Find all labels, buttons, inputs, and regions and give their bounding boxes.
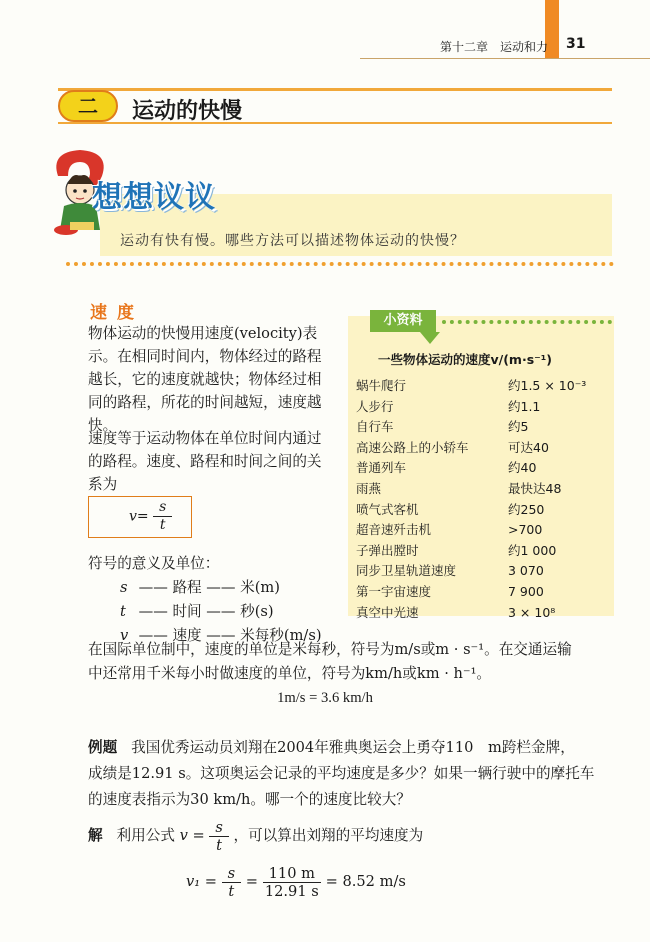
speed-value: 3 070 — [508, 563, 544, 579]
units-line-2: 中还常用千米每小时做速度的单位，符号为km/h或km · h⁻¹。 — [88, 665, 492, 682]
data-table-row — [356, 417, 606, 437]
solution-tail: ，可以算出刘翔的平均速度为 — [233, 827, 424, 844]
solution-denominator: t — [216, 836, 223, 854]
object-name: 同步卫星轨道速度 — [356, 563, 457, 579]
formula-numerator: s — [153, 499, 172, 517]
speed-value: 约250 — [508, 501, 545, 517]
calc-sym-num: s — [222, 865, 242, 883]
symbol: s — [120, 579, 128, 596]
example-label: 例题 — [88, 739, 118, 756]
example-line-3: 的速度表指示为30 km/h。哪一个的速度比较大？ — [88, 791, 411, 808]
section-title: 运动的快慢 — [132, 99, 243, 124]
solution-intro: 利用公式 — [116, 827, 175, 844]
data-table-row — [356, 500, 606, 520]
object-name: 高速公路上的小轿车 — [356, 439, 469, 455]
think-question: 运动有快有慢。哪些方法可以描述物体运动的快慢？ — [120, 233, 465, 249]
calc-result: = 8.52 m/s — [325, 873, 406, 890]
page-number: 31 — [566, 36, 586, 52]
think-title: 想想议议 — [92, 180, 216, 215]
object-name: 普通列车 — [356, 460, 407, 476]
speed-value: 约1.5 × 10⁻³ — [508, 378, 587, 393]
data-table-row — [356, 520, 606, 540]
data-table-row — [356, 376, 606, 396]
solution-calculation: v₁ = $\frac{s}{t}$ = $\frac{110 m}{12.91 s}$ = 8.52 m/s — [186, 864, 406, 900]
formula-denominator: t — [159, 517, 166, 533]
data-table-row — [356, 561, 606, 581]
speed-value: 3 × 10⁸ — [508, 604, 556, 620]
solution-line — [88, 816, 618, 856]
symbols-title: 符号的意义及单位： — [88, 555, 220, 572]
formula-fraction — [153, 499, 172, 534]
data-table-row — [356, 541, 606, 561]
chapter-title: 第十二章 运动和力 — [440, 40, 549, 54]
symbol-row — [120, 576, 280, 597]
example-text-1: 我国优秀运动员刘翔在2004年雅典奥运会上勇夺110 m跨栏金牌， — [131, 739, 575, 756]
data-table-row — [356, 603, 606, 623]
data-table-row — [356, 479, 606, 499]
formula-lhs: v= — [129, 508, 149, 525]
speed-value: 7 900 — [508, 584, 544, 599]
symbol-meaning: —— 时间 —— 秒(s) — [138, 603, 274, 620]
object-name: 喷气式客机 — [356, 501, 419, 517]
object-name: 蜗牛爬行 — [356, 378, 407, 393]
data-panel-pointer — [420, 332, 440, 344]
data-panel-dots — [442, 320, 612, 324]
data-table-row — [356, 582, 606, 602]
calc-numeric-fraction — [263, 865, 321, 900]
solution-label: 解 — [88, 827, 103, 844]
symbol: t — [120, 603, 126, 620]
speed-value: 可达40 — [508, 439, 549, 455]
calc-numerator: 110 m — [263, 865, 321, 883]
calc-denominator: 12.91 s — [264, 882, 319, 900]
data-table-row — [356, 438, 606, 458]
section-rule-top — [58, 88, 612, 91]
object-name: 第一宇宙速度 — [356, 584, 432, 599]
symbol-row — [120, 600, 274, 621]
speed-value: 约5 — [508, 419, 529, 435]
speed-value: >700 — [508, 522, 543, 538]
object-name: 真空中光速 — [356, 604, 419, 620]
object-name: 雨燕 — [356, 481, 382, 496]
data-table-title: 一些物体运动的速度v/(m·s⁻¹) — [378, 352, 552, 367]
speed-value: 约40 — [508, 460, 537, 476]
object-name: 人步行 — [356, 398, 394, 414]
data-table-row — [356, 397, 606, 417]
speed-formula-box — [88, 496, 192, 538]
example-line-1 — [88, 736, 618, 760]
symbol-meaning: —— 路程 —— 米(m) — [138, 579, 280, 596]
solution-formula-lhs: v = — [179, 827, 205, 844]
speed-paragraph-1: 物体运动的快慢用速度(velocity)表示。在相同时间内，物体经过的路程越长，它的速度就越快；物体经过相同的路程，所花的时间越短，速度越快。 — [88, 325, 322, 434]
units-line-1: 在国际单位制中，速度的单位是米每秒，符号为m/s或m · s⁻¹。在交通运输 — [88, 641, 572, 658]
object-name: 超音速歼击机 — [356, 522, 432, 538]
calc-symbolic-fraction — [222, 865, 242, 900]
speed-value: 约1.1 — [508, 398, 541, 414]
speed-heading: 速度 — [90, 303, 144, 323]
speed-value: 约1 000 — [508, 542, 557, 558]
unit-conversion: 1m/s = 3.6 km/h — [277, 690, 373, 706]
object-name: 子弹出膛时 — [356, 542, 419, 558]
example-line-2: 成绩是12.91 s。这项奥运会记录的平均速度是多少？如果一辆行驶中的摩托车 — [88, 765, 595, 782]
calc-lhs: v₁ = — [186, 873, 217, 890]
solution-numerator: s — [209, 819, 229, 837]
symbol-meaning: —— 速度 —— 米每秒(m/s) — [138, 627, 322, 644]
data-panel-tag: 小资料 — [370, 310, 436, 332]
calc-sym-den: t — [228, 882, 235, 900]
data-table-row — [356, 458, 606, 478]
speed-value: 最快达48 — [508, 481, 562, 496]
section-number-badge: 二 — [58, 90, 118, 122]
solution-fraction — [209, 819, 229, 854]
symbol: v — [120, 627, 129, 644]
speed-paragraph-2: 速度等于运动物体在单位时间内通过的路程。速度、路程和时间之间的关系为 — [88, 430, 322, 493]
header-rule — [360, 58, 650, 59]
dotted-divider — [66, 262, 614, 266]
object-name: 自行车 — [356, 419, 394, 435]
